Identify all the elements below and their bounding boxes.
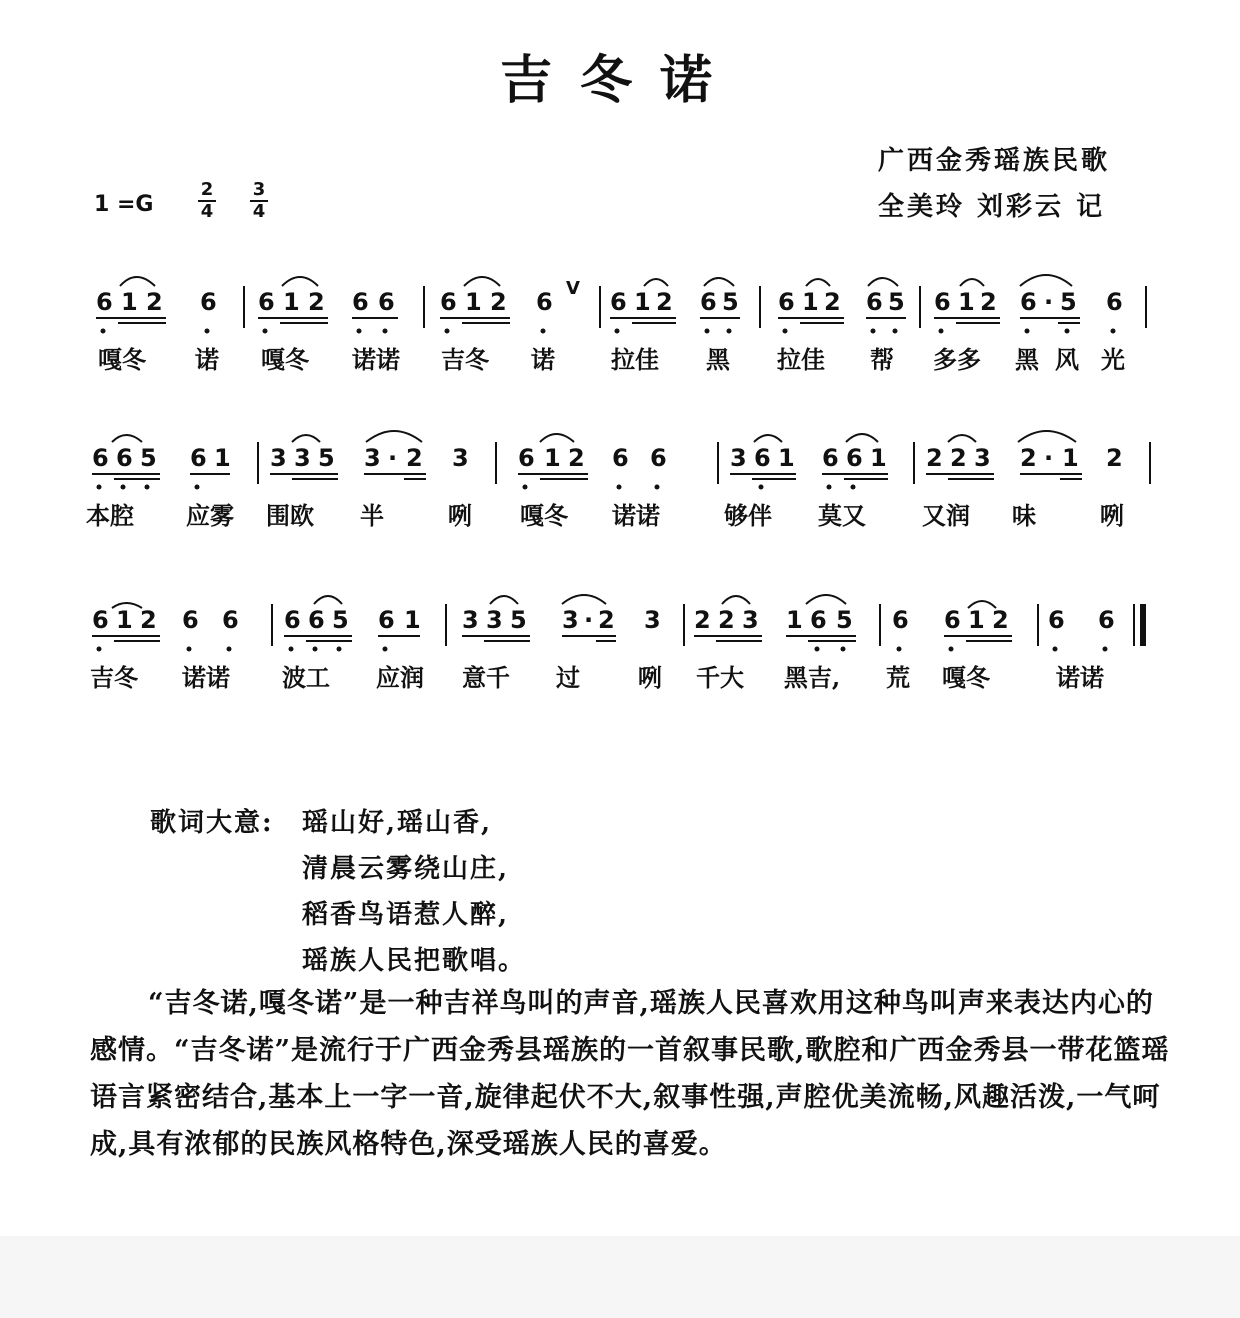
lyric-syllable: 多多 <box>933 345 981 374</box>
svg-text:5: 5 <box>836 606 853 634</box>
svg-text:5: 5 <box>1060 288 1077 316</box>
meter-numerator: 2 <box>200 179 214 200</box>
lyric-syllable: 味 <box>1012 501 1036 530</box>
svg-text:6: 6 <box>1098 606 1115 634</box>
svg-text:2: 2 <box>950 444 967 472</box>
meaning-line: 稻香鸟语惹人醉, <box>302 900 510 930</box>
meter-numerator: 3 <box>252 179 266 200</box>
lyric-syllable: 拉佳 <box>611 345 659 374</box>
svg-text:6: 6 <box>810 606 827 634</box>
svg-text:1: 1 <box>283 288 300 316</box>
svg-text:6: 6 <box>1048 606 1065 634</box>
lyric-syllable: 黑 <box>1015 345 1039 374</box>
svg-text:3: 3 <box>742 606 759 634</box>
lyric-syllable: 够伴 <box>724 501 772 530</box>
svg-text:2: 2 <box>1106 444 1123 472</box>
svg-text:1: 1 <box>958 288 975 316</box>
time-signature-2-4 <box>196 180 218 222</box>
lyric-syllable: 诺 <box>531 345 555 374</box>
svg-text:6: 6 <box>182 606 199 634</box>
page-bottom-band <box>0 1236 1240 1318</box>
svg-text:2: 2 <box>980 288 997 316</box>
lyric-syllable: 围欧 <box>266 501 314 530</box>
lyric-syllable: 诺诺 <box>352 345 400 374</box>
song-recorders: 全美玲 刘彩云 记 <box>878 192 1106 222</box>
svg-text:1: 1 <box>870 444 887 472</box>
svg-text:6: 6 <box>934 288 951 316</box>
svg-text:6: 6 <box>92 606 109 634</box>
score-line-1 <box>0 258 1240 374</box>
svg-text:6: 6 <box>352 288 369 316</box>
svg-text:6: 6 <box>650 444 667 472</box>
svg-text:·: · <box>584 606 594 634</box>
svg-text:6: 6 <box>222 606 239 634</box>
svg-text:6: 6 <box>754 444 771 472</box>
svg-text:5: 5 <box>888 288 905 316</box>
svg-text:V: V <box>566 278 580 299</box>
svg-text:1: 1 <box>116 606 133 634</box>
svg-text:1: 1 <box>786 606 803 634</box>
lyric-syllable: 波工 <box>282 663 330 692</box>
svg-text:1: 1 <box>214 444 231 472</box>
svg-text:6: 6 <box>700 288 717 316</box>
meaning-line: 瑶山好,瑶山香, <box>302 808 493 838</box>
key-signature: 1 =G <box>94 192 154 217</box>
svg-text:2: 2 <box>598 606 615 634</box>
svg-text:6: 6 <box>116 444 133 472</box>
svg-text:5: 5 <box>140 444 157 472</box>
svg-text:6: 6 <box>378 288 395 316</box>
svg-text:6: 6 <box>284 606 301 634</box>
svg-text:3: 3 <box>730 444 747 472</box>
lyric-syllable: 嘎冬 <box>942 663 990 692</box>
svg-text:2: 2 <box>140 606 157 634</box>
svg-text:2: 2 <box>718 606 735 634</box>
meter-denominator: 4 <box>200 201 214 222</box>
svg-text:6: 6 <box>822 444 839 472</box>
lyric-syllable: 千大 <box>696 663 744 692</box>
svg-text:2: 2 <box>146 288 163 316</box>
lyric-syllable: 黑吉, <box>783 663 841 692</box>
svg-text:6: 6 <box>378 606 395 634</box>
svg-text:1: 1 <box>802 288 819 316</box>
lyric-syllable: 过 <box>556 663 580 692</box>
lyric-syllable: 嘎冬 <box>261 345 309 374</box>
svg-text:3: 3 <box>562 606 579 634</box>
lyric-syllable: 半 <box>360 501 384 530</box>
lyric-syllable: 本腔 <box>86 501 134 530</box>
svg-text:6: 6 <box>308 606 325 634</box>
lyric-syllable: 咧 <box>638 663 662 692</box>
svg-text:6: 6 <box>1020 288 1037 316</box>
lyric-syllable: 咧 <box>448 501 472 530</box>
svg-text:1: 1 <box>404 606 421 634</box>
svg-text:·: · <box>1044 444 1054 472</box>
svg-text:3: 3 <box>452 444 469 472</box>
lyric-syllable: 荒 <box>886 663 910 692</box>
svg-text:2: 2 <box>694 606 711 634</box>
svg-text:1: 1 <box>778 444 795 472</box>
svg-text:5: 5 <box>722 288 739 316</box>
lyric-syllable: 吉冬 <box>90 663 138 692</box>
song-description: “吉冬诺,嘎冬诺”是一种吉祥鸟叫的声音,瑶族人民喜欢用这种鸟叫声来表达内心的感情。“吉冬诺”是流行于广西金秀县瑶族的一首叙事民歌,歌腔和广西金秀县一带花篮瑶语言紧密结合,基本上一字一音,旋律起伏不大,叙事性强,声腔优美流畅,风趣活泼,一气呵成,具有浓郁的民族风格特色,深受瑶族人民的喜爱。 <box>90 988 1170 1160</box>
svg-text:6: 6 <box>536 288 553 316</box>
lyric-syllable: 光 <box>1101 345 1125 374</box>
svg-text:3: 3 <box>294 444 311 472</box>
lyric-syllable: 应雾 <box>186 501 234 530</box>
svg-text:2: 2 <box>568 444 585 472</box>
svg-text:6: 6 <box>96 288 113 316</box>
svg-text:6: 6 <box>200 288 217 316</box>
song-title: 吉冬诺 <box>499 50 740 111</box>
lyric-syllable: 诺诺 <box>612 501 660 530</box>
svg-text:6: 6 <box>944 606 961 634</box>
lyric-syllable: 意千 <box>462 663 510 692</box>
svg-text:6: 6 <box>846 444 863 472</box>
svg-text:1: 1 <box>634 288 651 316</box>
svg-text:6: 6 <box>92 444 109 472</box>
svg-text:6: 6 <box>866 288 883 316</box>
lyric-syllable: 又润 <box>922 501 970 530</box>
lyric-syllable: 应润 <box>376 663 424 692</box>
lyric-syllable: 诺 <box>195 345 219 374</box>
svg-text:2: 2 <box>992 606 1009 634</box>
svg-text:2: 2 <box>406 444 423 472</box>
lyric-syllable: 吉冬 <box>441 345 489 374</box>
meaning-heading: 歌词大意: <box>150 808 274 838</box>
svg-text:2: 2 <box>824 288 841 316</box>
song-origin: 广西金秀瑶族民歌 <box>878 146 1111 176</box>
svg-text:2: 2 <box>926 444 943 472</box>
lyric-syllable: 诺诺 <box>182 663 230 692</box>
svg-text:·: · <box>1044 288 1054 316</box>
lyric-syllable: 诺诺 <box>1056 663 1104 692</box>
lyric-syllable: 黑 <box>706 345 730 374</box>
svg-text:3: 3 <box>270 444 287 472</box>
svg-text:6: 6 <box>1106 288 1123 316</box>
svg-text:3: 3 <box>644 606 661 634</box>
svg-text:6: 6 <box>778 288 795 316</box>
svg-text:2: 2 <box>656 288 673 316</box>
lyric-syllable: 嘎冬 <box>520 501 568 530</box>
svg-text:3: 3 <box>974 444 991 472</box>
svg-text:6: 6 <box>518 444 535 472</box>
svg-text:3: 3 <box>462 606 479 634</box>
svg-text:1: 1 <box>968 606 985 634</box>
svg-text:6: 6 <box>440 288 457 316</box>
svg-text:2: 2 <box>490 288 507 316</box>
svg-text:6: 6 <box>610 288 627 316</box>
lyric-syllable: 帮 <box>870 345 894 374</box>
svg-text:6: 6 <box>190 444 207 472</box>
svg-text:·: · <box>388 444 398 472</box>
svg-text:6: 6 <box>892 606 909 634</box>
svg-text:2: 2 <box>308 288 325 316</box>
svg-text:5: 5 <box>332 606 349 634</box>
lyric-syllable: 拉佳 <box>777 345 825 374</box>
svg-text:1: 1 <box>121 288 138 316</box>
svg-text:5: 5 <box>510 606 527 634</box>
time-signature-3-4 <box>248 180 270 222</box>
svg-text:3: 3 <box>486 606 503 634</box>
score-line-2 <box>0 414 1240 530</box>
lyric-syllable: 风 <box>1055 345 1079 374</box>
meter-denominator: 4 <box>252 201 266 222</box>
svg-text:3: 3 <box>364 444 381 472</box>
svg-text:2: 2 <box>1020 444 1037 472</box>
svg-text:1: 1 <box>544 444 561 472</box>
lyric-syllable: 莫又 <box>818 501 866 530</box>
svg-text:6: 6 <box>258 288 275 316</box>
lyric-syllable: 咧 <box>1100 501 1124 530</box>
svg-text:1: 1 <box>1062 444 1079 472</box>
meaning-line: 清晨云雾绕山庄, <box>302 854 510 884</box>
svg-text:5: 5 <box>318 444 335 472</box>
score-line-3 <box>0 576 1240 692</box>
svg-text:6: 6 <box>612 444 629 472</box>
lyric-syllable: 嘎冬 <box>98 345 146 374</box>
svg-text:1: 1 <box>465 288 482 316</box>
meaning-line: 瑶族人民把歌唱。 <box>302 946 527 976</box>
